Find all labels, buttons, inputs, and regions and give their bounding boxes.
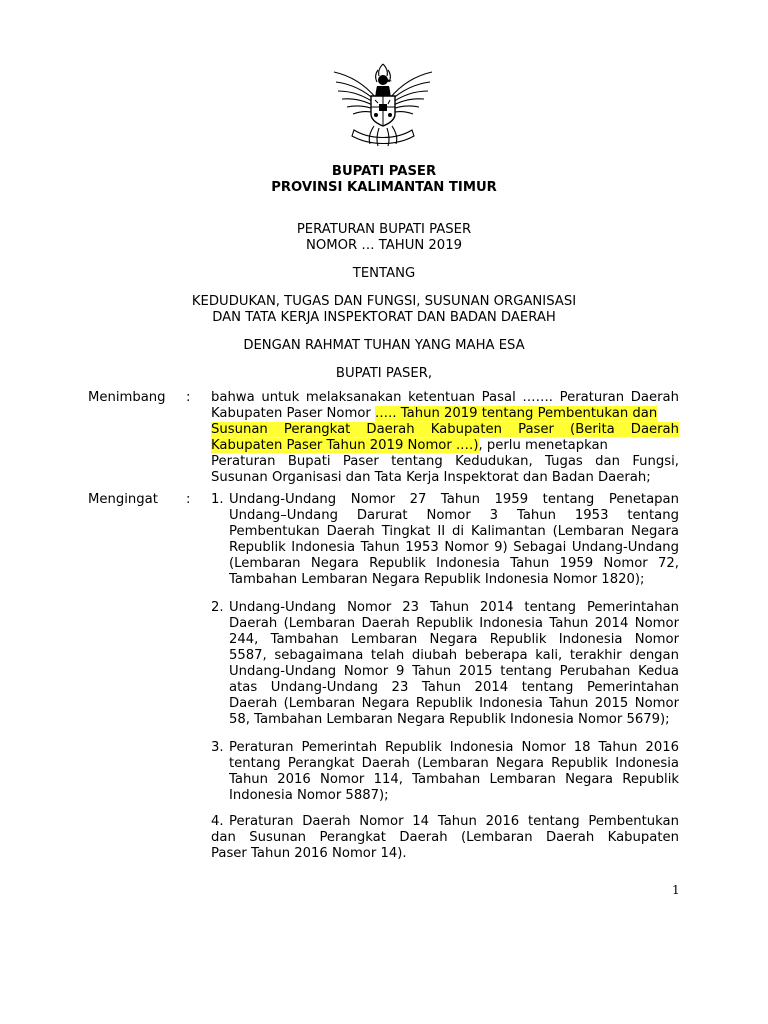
item-line: Undang-Undang Nomor 27 Tahun 1959 tentang Penetapan [229,492,679,507]
province-heading: PROVINSI KALIMANTAN TIMUR [271,180,497,195]
item-line: Peraturan Pemerintah Republik Indonesia Nomor 18 Tahun 2016 [229,740,679,755]
item-number: 4. [211,814,224,829]
item-line: Peraturan Daerah Nomor 14 Tahun 2016 tentang Pembentukan [229,814,679,829]
item-line: Pembentukan Daerah Tingkat II di Kalimantan (Lembaran Negara [229,524,679,539]
menimbang-line: bahwa untuk melaksanakan ketentuan Pasal ……. Peraturan Daerah [211,390,679,405]
item-line: 5587, sebagaimana telah diubah beberapa kali, terakhir dengan [229,648,679,663]
highlighted-text: Kabupaten Paser Tahun 2019 Nomor .…) [211,438,479,453]
menimbang-colon: : [186,390,191,405]
item-line: atas Undang-Undang 23 Tahun 2014 tentang Pemerintahan [229,680,679,695]
item-number: 3. [211,740,224,755]
item-line: Paser Tahun 2016 Nomor 14). [211,846,407,861]
authority-heading: BUPATI PASER [331,164,437,179]
about-heading: TENTANG [352,266,416,281]
menimbang-line [211,438,679,454]
item-line: Daerah (Lembaran Negara Republik Indonesia Tahun 2015 Nomor [229,696,679,711]
item-line: Indonesia Nomor 5887); [229,788,389,803]
item-line: 58, Tambahan Lembaran Negara Republik Indonesia Nomor 5679); [229,712,670,727]
menimbang-line-text: Kabupaten Paser Nomor [211,406,376,421]
item-line: Tahun 2016 Nomor 114, Tambahan Lembaran Negara Republik [229,772,679,787]
highlighted-text: Susunan Perangkat Daerah Kabupaten Paser (Berita Daerah [211,422,679,437]
menimbang-label: Menimbang [88,390,166,405]
item-line: Undang–Undang Darurat Nomor 3 Tahun 1953 tentang [229,508,679,523]
authority-heading-2: BUPATI PASER, [335,366,433,381]
item-body [229,740,679,804]
blessing-heading: DENGAN RAHMAT TUHAN YANG MAHA ESA [243,338,525,353]
menimbang-line: Susunan Organisasi dan Tata Kerja Inspektorat dan Badan Daerah; [211,470,651,485]
item-line: Tambahan Lembaran Negara Republik Indonesia Nomor 1820); [229,572,645,587]
item-line: tentang Perangkat Daerah (Lembaran Negara Republik Indonesia [229,756,679,771]
menimbang-line [211,406,679,422]
item-body [229,492,679,588]
item-number: 1. [211,492,224,507]
menimbang-line-text: , perlu menetapkan [478,438,608,453]
item-line: Daerah (Lembaran Daerah Republik Indonesia Tahun 2014 Nomor [229,616,679,631]
item-line: Undang-Undang Nomor 9 Tahun 2015 tentang Perubahan Kedua [229,664,679,679]
item-line: Republik Indonesia Tahun 1953 Nomor 9) Sebagai Undang-Undang [229,540,679,555]
item-body [229,600,679,728]
item-line: 244, Tambahan Lembaran Negara Republik Indonesia Nomor [229,632,679,647]
menimbang-line [211,422,679,438]
subject-line-1: KEDUDUKAN, TUGAS DAN FUNGSI, SUSUNAN ORGANISASI [191,294,577,309]
menimbang-paragraph [211,390,679,486]
item-body [229,814,679,830]
mengingat-item-continuation [211,830,679,862]
highlighted-text: .…. Tahun 2019 tentang Pembentukan dan [375,406,658,421]
page-number: 1 [672,883,680,897]
item-line: (Lembaran Negara Republik Indonesia Tahun 1959 Nomor 72, [229,556,679,571]
regulation-number: NOMOR … TAHUN 2019 [306,238,462,253]
item-line: Undang-Undang Nomor 23 Tahun 2014 tentang Pemerintahan [229,600,679,615]
mengingat-colon: : [186,492,191,507]
subject-line-2: DAN TATA KERJA INSPEKTORAT DAN BADAN DAERAH [212,310,556,325]
garuda-emblem-icon [330,60,436,150]
menimbang-line: Peraturan Bupati Paser tentang Kedudukan, Tugas dan Fungsi, [211,454,679,469]
mengingat-label: Mengingat [88,492,158,507]
item-line: dan Susunan Perangkat Daerah (Lembaran Daerah Kabupaten [211,830,679,845]
item-number: 2. [211,600,224,615]
regulation-title: PERATURAN BUPATI PASER [296,222,472,237]
